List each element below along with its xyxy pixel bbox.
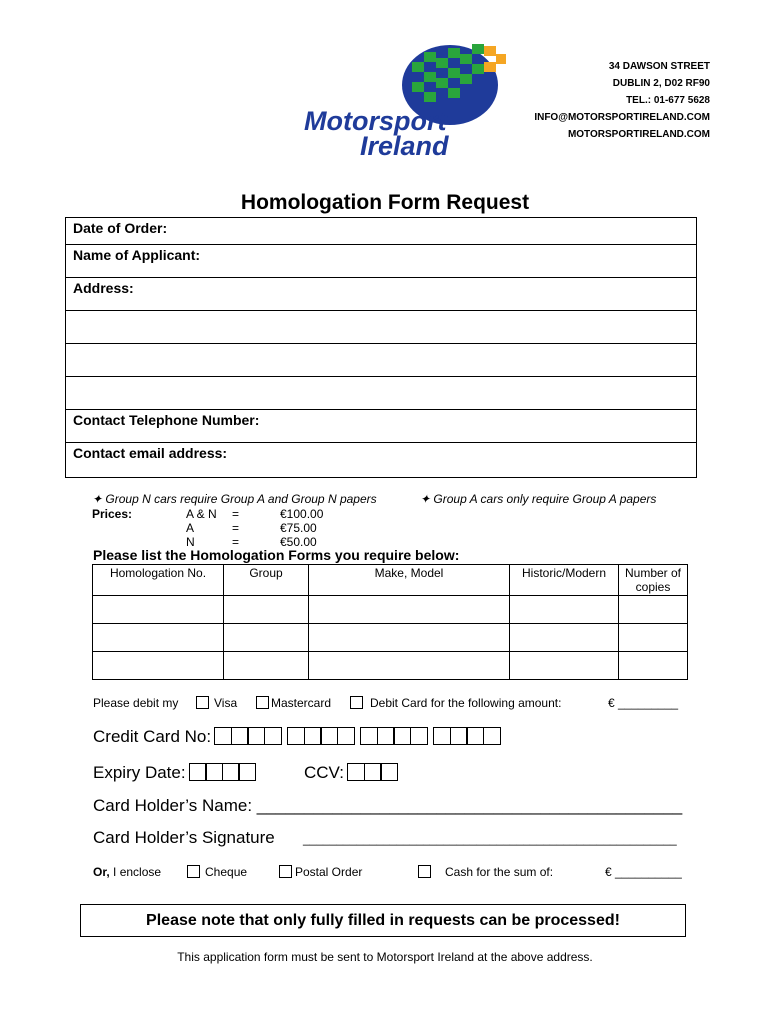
cash-checkbox[interactable] bbox=[418, 865, 431, 878]
debit-line bbox=[93, 696, 693, 714]
ccv-boxes[interactable] bbox=[349, 763, 399, 782]
debit-amount[interactable]: € _________ bbox=[608, 696, 679, 710]
ccv-label: CCV: bbox=[304, 763, 344, 782]
enclose-line bbox=[93, 865, 693, 883]
price-group: A bbox=[186, 521, 195, 535]
header-historic-modern: Historic/Modern bbox=[510, 565, 619, 596]
debit-card-option[interactable] bbox=[350, 696, 561, 710]
prices-label: Prices: bbox=[92, 507, 133, 521]
header-make-model: Make, Model bbox=[309, 565, 510, 596]
price-eq: = bbox=[232, 535, 240, 549]
card-digit-group[interactable] bbox=[289, 727, 355, 747]
expiry-row bbox=[93, 763, 256, 783]
price-eq: = bbox=[232, 507, 240, 521]
cheque-checkbox[interactable] bbox=[187, 865, 200, 878]
postal-order-checkbox[interactable] bbox=[279, 865, 292, 878]
table-row bbox=[93, 652, 688, 680]
address-web[interactable]: MOTORSPORTIRELAND.COM bbox=[567, 129, 710, 140]
mastercard-label: Mastercard bbox=[271, 696, 332, 710]
table-cell[interactable] bbox=[619, 652, 688, 680]
header-number-of-copies: Number of copies bbox=[619, 565, 688, 596]
postal-order-label: Postal Order bbox=[295, 865, 363, 879]
table-cell[interactable] bbox=[224, 624, 309, 652]
ccv-row bbox=[304, 763, 398, 783]
table-row bbox=[93, 596, 688, 624]
telephone-field[interactable]: Contact Telephone Number: bbox=[66, 410, 697, 443]
address-tel: TEL.: 01-677 5628 bbox=[626, 95, 710, 106]
table-cell[interactable] bbox=[309, 652, 510, 680]
mastercard-checkbox[interactable] bbox=[256, 696, 269, 709]
expiry-label: Expiry Date: bbox=[93, 763, 186, 782]
page-title: Homologation Form Request bbox=[240, 191, 530, 214]
motorsport-ireland-logo bbox=[300, 40, 510, 160]
table-cell[interactable] bbox=[93, 624, 224, 652]
expiry-boxes[interactable] bbox=[190, 763, 256, 782]
address-line-4-field[interactable] bbox=[66, 377, 697, 410]
price-value: €50.00 bbox=[280, 535, 317, 549]
logo-line1: Motorsport bbox=[304, 106, 447, 136]
credit-card-label: Credit Card No: bbox=[93, 727, 212, 746]
price-group: N bbox=[186, 535, 195, 549]
price-group: A & N bbox=[186, 507, 217, 521]
price-value: €75.00 bbox=[280, 521, 317, 535]
footer-instructions: This application form must be sent to Motorsport Ireland at the above address. bbox=[177, 950, 593, 964]
table-cell[interactable] bbox=[510, 624, 619, 652]
applicant-name-field[interactable]: Name of Applicant: bbox=[66, 245, 697, 278]
header-homologation-no: Homologation No. bbox=[93, 565, 224, 596]
card-holder-signature-line[interactable]: ________________________________________________________ bbox=[303, 832, 677, 846]
or-label: Or, bbox=[93, 865, 110, 879]
mastercard-option[interactable] bbox=[256, 696, 331, 710]
table-cell[interactable] bbox=[510, 652, 619, 680]
card-digit-group[interactable] bbox=[216, 727, 282, 747]
address-field[interactable]: Address: bbox=[66, 278, 697, 311]
email-field[interactable]: Contact email address: bbox=[66, 443, 697, 478]
visa-option[interactable] bbox=[196, 696, 237, 710]
header-group: Group bbox=[224, 565, 309, 596]
price-value: €100.00 bbox=[280, 507, 324, 521]
price-eq: = bbox=[232, 521, 240, 535]
table-cell[interactable] bbox=[619, 624, 688, 652]
card-digit-group[interactable] bbox=[362, 727, 428, 747]
forms-list-heading: Please list the Homologation Forms you require below: bbox=[93, 547, 460, 563]
card-holder-name-row bbox=[93, 796, 682, 816]
debit-card-checkbox[interactable] bbox=[350, 696, 363, 709]
address-line-2-field[interactable] bbox=[66, 311, 697, 344]
table-cell[interactable] bbox=[510, 596, 619, 624]
contact-address-block bbox=[534, 58, 710, 143]
cash-amount[interactable]: € __________ bbox=[605, 865, 682, 879]
card-holder-signature-label: Card Holder’s Signature bbox=[93, 828, 275, 847]
cheque-label: Cheque bbox=[205, 865, 248, 879]
table-cell[interactable] bbox=[309, 624, 510, 652]
group-n-note: ✦ Group N cars require Group A and Group N papers bbox=[92, 492, 377, 506]
table-row bbox=[93, 624, 688, 652]
table-cell[interactable] bbox=[224, 596, 309, 624]
logo-line2: Ireland bbox=[360, 131, 449, 160]
date-of-order-field[interactable]: Date of Order: bbox=[66, 218, 697, 245]
group-a-note: ✦ Group A cars only require Group A papers bbox=[420, 492, 657, 506]
address-email[interactable]: INFO@MOTORSPORTIRELAND.COM bbox=[534, 112, 710, 123]
applicant-info-table bbox=[65, 217, 697, 478]
price-row bbox=[92, 521, 392, 535]
address-street: 34 DAWSON STREET bbox=[608, 61, 710, 72]
card-holder-name-label: Card Holder’s Name: bbox=[93, 796, 253, 815]
credit-card-row bbox=[93, 727, 508, 747]
debit-label: Please debit my bbox=[93, 696, 179, 710]
cash-option[interactable] bbox=[418, 865, 553, 879]
address-line-3-field[interactable] bbox=[66, 344, 697, 377]
table-cell[interactable] bbox=[619, 596, 688, 624]
table-cell[interactable] bbox=[93, 596, 224, 624]
table-cell[interactable] bbox=[309, 596, 510, 624]
card-digit-group[interactable] bbox=[435, 727, 501, 747]
enclose-label: I enclose bbox=[109, 865, 162, 879]
postal-order-option[interactable] bbox=[279, 865, 362, 879]
processing-notice: Please note that only fully filled in requests can be processed! bbox=[80, 904, 686, 937]
price-row bbox=[92, 507, 392, 521]
cheque-option[interactable] bbox=[187, 865, 247, 879]
card-holder-name-line[interactable]: _____________________________________________ bbox=[256, 796, 683, 815]
table-cell[interactable] bbox=[93, 652, 224, 680]
homologation-forms-table bbox=[92, 564, 688, 680]
address-city: DUBLIN 2, D02 RF90 bbox=[612, 78, 710, 89]
table-cell[interactable] bbox=[224, 652, 309, 680]
visa-checkbox[interactable] bbox=[196, 696, 209, 709]
cash-label: Cash for the sum of: bbox=[445, 865, 554, 879]
visa-label: Visa bbox=[214, 696, 238, 710]
debit-card-label: Debit Card for the following amount: bbox=[370, 696, 562, 710]
